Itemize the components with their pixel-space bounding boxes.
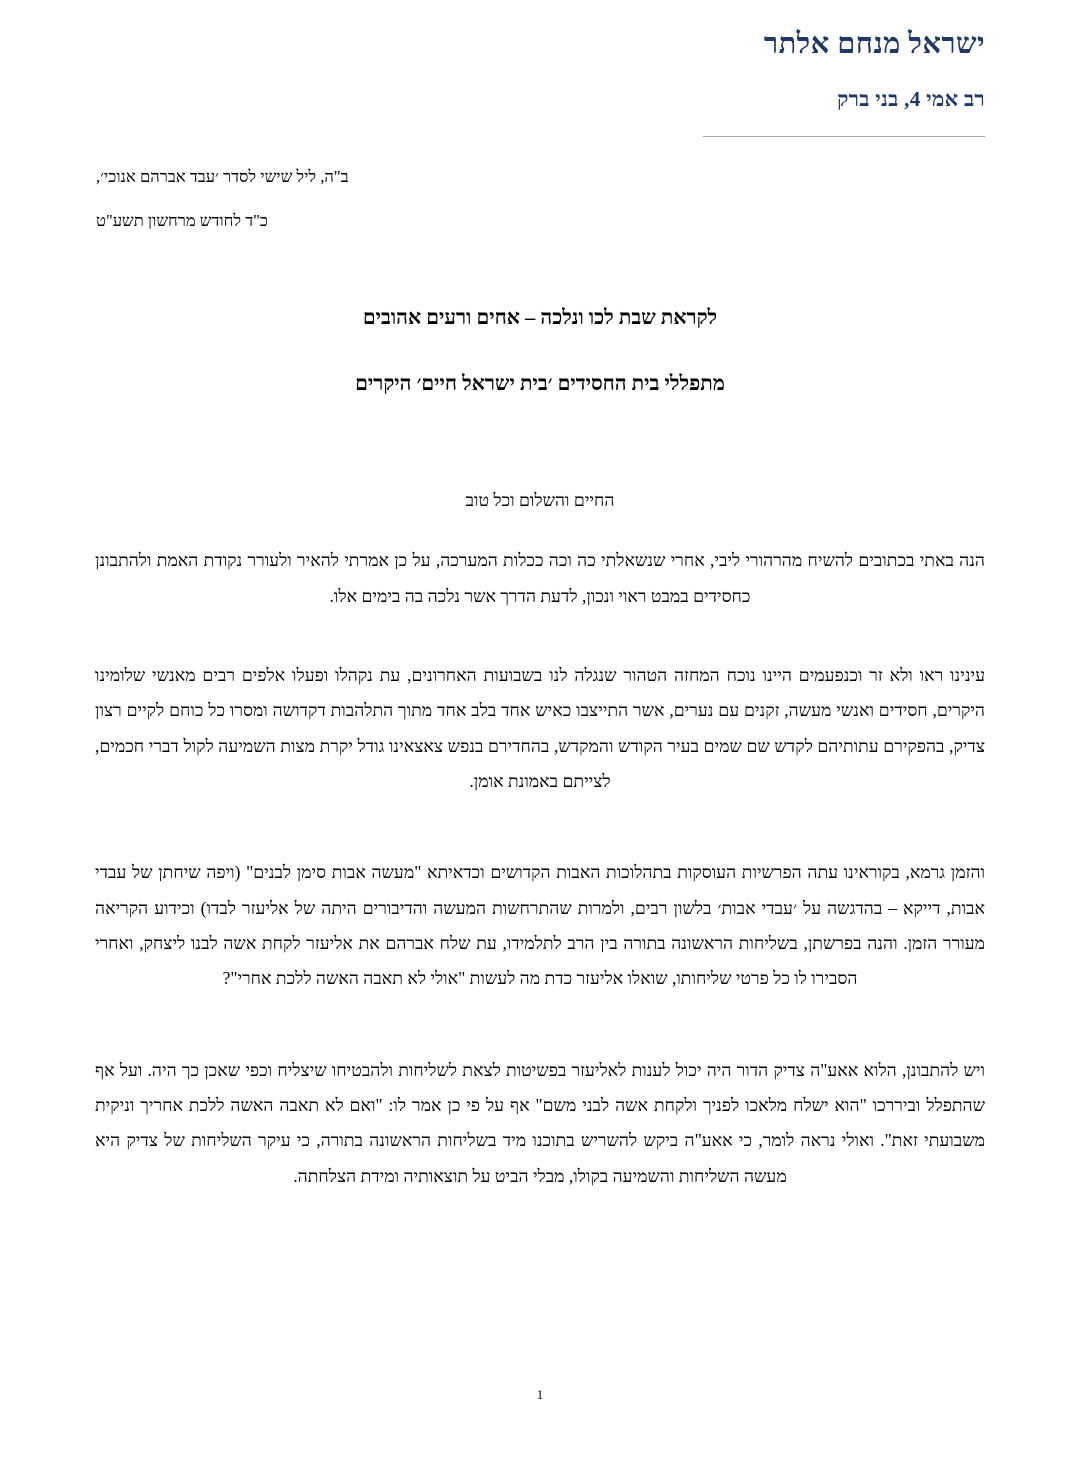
- page-number: 1: [536, 1388, 544, 1402]
- date-line-parsha: ב"ה, ליל שישי לסדר ׳עבד אברהם אנוכי׳,: [96, 167, 349, 186]
- date-block: [96, 166, 349, 232]
- greeting-line: החיים והשלום וכל טוב: [465, 490, 615, 510]
- letterhead: [95, 26, 985, 137]
- letterhead-divider: [703, 136, 985, 137]
- body-paragraph: והזמן גרמא, בקוראינו עתה הפרשיות העוסקות בתהלוכות האבות הקדושים וכדאיתא "מעשה אבות סימן לבנים" (ויפה שיחתן של עבדי אבות, דייקא – בהדגשה על ׳עבדי אבות׳ בלשון רבים, ולמרות שהתרחשות המעשה והדיבורים היתה של אליעזר לבדו) וכידוע הקריאה מעורר הזמן. והנה בפרשתן, בשליחות הראשונה בתורה בין הרב לתלמידו, עת שלח אברהם את אליעזר לקחת אשה לבנו ליצחק, ואחרי הסבירו לו כל פרטי שליחותו, שואלו אליעזר כדת מה לעשות "אולי לא תאבה האשה ללכת אחרי"?: [95, 862, 985, 989]
- body-paragraph: הנה באתי בכתובים להשיח מהרהורי ליבי, אחרי שנשאלתי כה וכה ככלות המערכה, על כן אמרתי להאיר ולעורר נקודת האמת ולהתבונן כחסידים במבט ראוי ונכון, לדעת הדרך אשר נלכה בה בימים אלו.: [95, 550, 985, 606]
- letter-body: [95, 487, 985, 1194]
- salutation-block: [95, 305, 985, 398]
- date-line-hebrew-date: כ"ד לחודש מרחשון תשע"ט: [96, 210, 268, 230]
- salutation-line-2: מתפללי בית החסידים ׳בית ישראל חיים׳ היקרים: [355, 372, 725, 395]
- body-paragraph: ויש להתבונן, הלוא אאע"ה צדיק הדור היה יכול לענות לאליעזר בפשיטות לצאת לשליחות ולהבטיחו שיצליח וכפי שאכן כך היה. ועל אף שהתפלל וביררכו "הוא ישלח מלאכו לפניך ולקחת אשה לבני משם" אף על פי כן אמר לו: "ואם לא תאבה האשה ללכת אחריך וניקית משבועתי זאת". ואולי נראה לומר, כי אאע"ה ביקש להשריש בתוכנו מיד בשליחות הראשונה בתורה, כי עיקר השליחות של צדיק היא מעשה השליחות והשמיעה בקולו, מבלי הביט על תוצאותיה ומידת הצלחתה.: [95, 1059, 985, 1186]
- body-paragraph: עינינו ראו ולא זר וכנפעמים היינו נוכח המחזה הטהור שנגלה לנו בשבועות האחרונים, עת נקהלו ופעלו אלפים רבים מאנשי שלומינו היקרים, חסידים ואנשי מעשה, זקנים עם נערים, אשר התייצבו כאיש אחד בלב אחד מתוך התלהבות דקדושה ומסרו כל כוחם לקיים רצון צדיק, בהפקירם עתותיהם לקדש שם שמים בעיר הקודש והמקדש, בהחדירם בנפש צאצאינו גודל יקרת מצות השמיעה לקול דברי חכמים, לצייתם באמונת אומן.: [95, 664, 985, 791]
- letterhead-name: ישראל מנחם אלתר: [763, 28, 985, 60]
- letterhead-address: רב אמי 4, בני ברק: [837, 87, 985, 112]
- salutation-line-1: לקראת שבת לכו ונלכה – אחים ורעים אהובים: [362, 307, 718, 329]
